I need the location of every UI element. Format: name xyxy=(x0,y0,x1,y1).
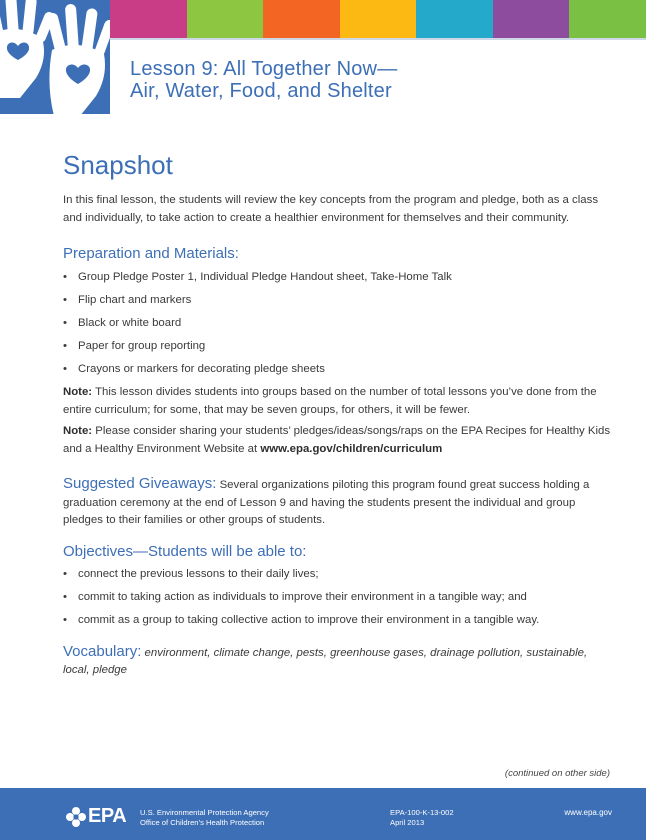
giveaways-text: Several organizations piloting this program found great success holding a graduation ceremony at the end of Lesson 9 and having the students present the individual and group pledges to their families or other groups of students. xyxy=(63,479,590,526)
agency-line-1: U.S. Environmental Protection Agency xyxy=(140,808,269,817)
giveaways-heading: Suggested Giveaways: xyxy=(63,475,217,492)
vocabulary-paragraph xyxy=(63,643,613,680)
list-item: • commit to taking action as individuals to improve their environment in a tangible way; and xyxy=(63,586,613,609)
objectives-list xyxy=(63,563,613,632)
note-groups xyxy=(63,384,613,419)
list-item: • commit as a group to taking collective action to improve their environment in a tangible way. xyxy=(63,609,613,632)
document-id xyxy=(390,808,454,828)
epa-logo xyxy=(66,805,126,828)
helping-hands-heart-icon xyxy=(0,0,110,114)
list-item: • Crayons or markers for decorating pledge sheets xyxy=(63,358,613,381)
note-label: Note: xyxy=(63,425,93,437)
document-date: April 2013 xyxy=(390,818,425,827)
footer xyxy=(0,788,646,840)
list-item: • connect the previous lessons to their daily lives; xyxy=(63,563,613,586)
lesson-logo xyxy=(0,0,110,114)
note-sharing xyxy=(63,423,613,458)
note-label: Note: xyxy=(63,386,93,398)
lesson-title-line-2: Air, Water, Food, and Shelter xyxy=(130,80,392,102)
document-number: EPA-100-K-13-002 xyxy=(390,808,454,817)
main-content xyxy=(63,150,613,680)
lesson-title xyxy=(130,58,397,102)
materials-list xyxy=(63,266,613,381)
continued-note: (continued on other side) xyxy=(504,768,610,779)
list-item: • Paper for group reporting xyxy=(63,335,613,358)
snapshot-intro: In this final lesson, the students will review the key concepts from the program and pledge, both as a class and individually, to take action to create a healthier environment for themselves and their community. xyxy=(63,194,599,224)
epa-wordmark: EPA xyxy=(88,805,127,827)
epa-flower-icon xyxy=(66,807,86,827)
website-link[interactable]: www.epa.gov xyxy=(564,808,612,817)
preparation-heading: Preparation and Materials: xyxy=(63,245,239,262)
list-item: • Group Pledge Poster 1, Individual Pledge Handout sheet, Take-Home Talk xyxy=(63,266,613,289)
lesson-title-line-1: Lesson 9: All Together Now— xyxy=(130,58,398,80)
list-item: • Black or white board xyxy=(63,312,613,335)
agency-line-2: Office of Children’s Health Protection xyxy=(140,818,265,827)
color-strip xyxy=(110,0,646,38)
header-rule xyxy=(110,38,646,40)
giveaways-paragraph xyxy=(63,475,613,530)
list-item: • Flip chart and markers xyxy=(63,289,613,312)
agency-name xyxy=(140,808,269,828)
note-text: Please consider sharing your students’ pledges/ideas/songs/raps on the EPA Recipes for Healthy Kids and a Healthy Environment Website at xyxy=(63,425,611,455)
curriculum-link[interactable]: www.epa.gov/children/curriculum xyxy=(260,442,443,455)
vocabulary-terms: environment, climate change, pests, greenhouse gases, drainage pollution, sustainable, local, pledge xyxy=(63,646,588,676)
snapshot-heading: Snapshot xyxy=(63,150,173,180)
objectives-heading: Objectives—Students will be able to: xyxy=(63,542,307,560)
vocabulary-heading: Vocabulary: xyxy=(63,642,142,660)
note-text: This lesson divides students into groups based on the number of total lessons you’ve done from the entire curriculum; for some, that may be seven groups, for others, it will be fewer. xyxy=(63,386,597,416)
